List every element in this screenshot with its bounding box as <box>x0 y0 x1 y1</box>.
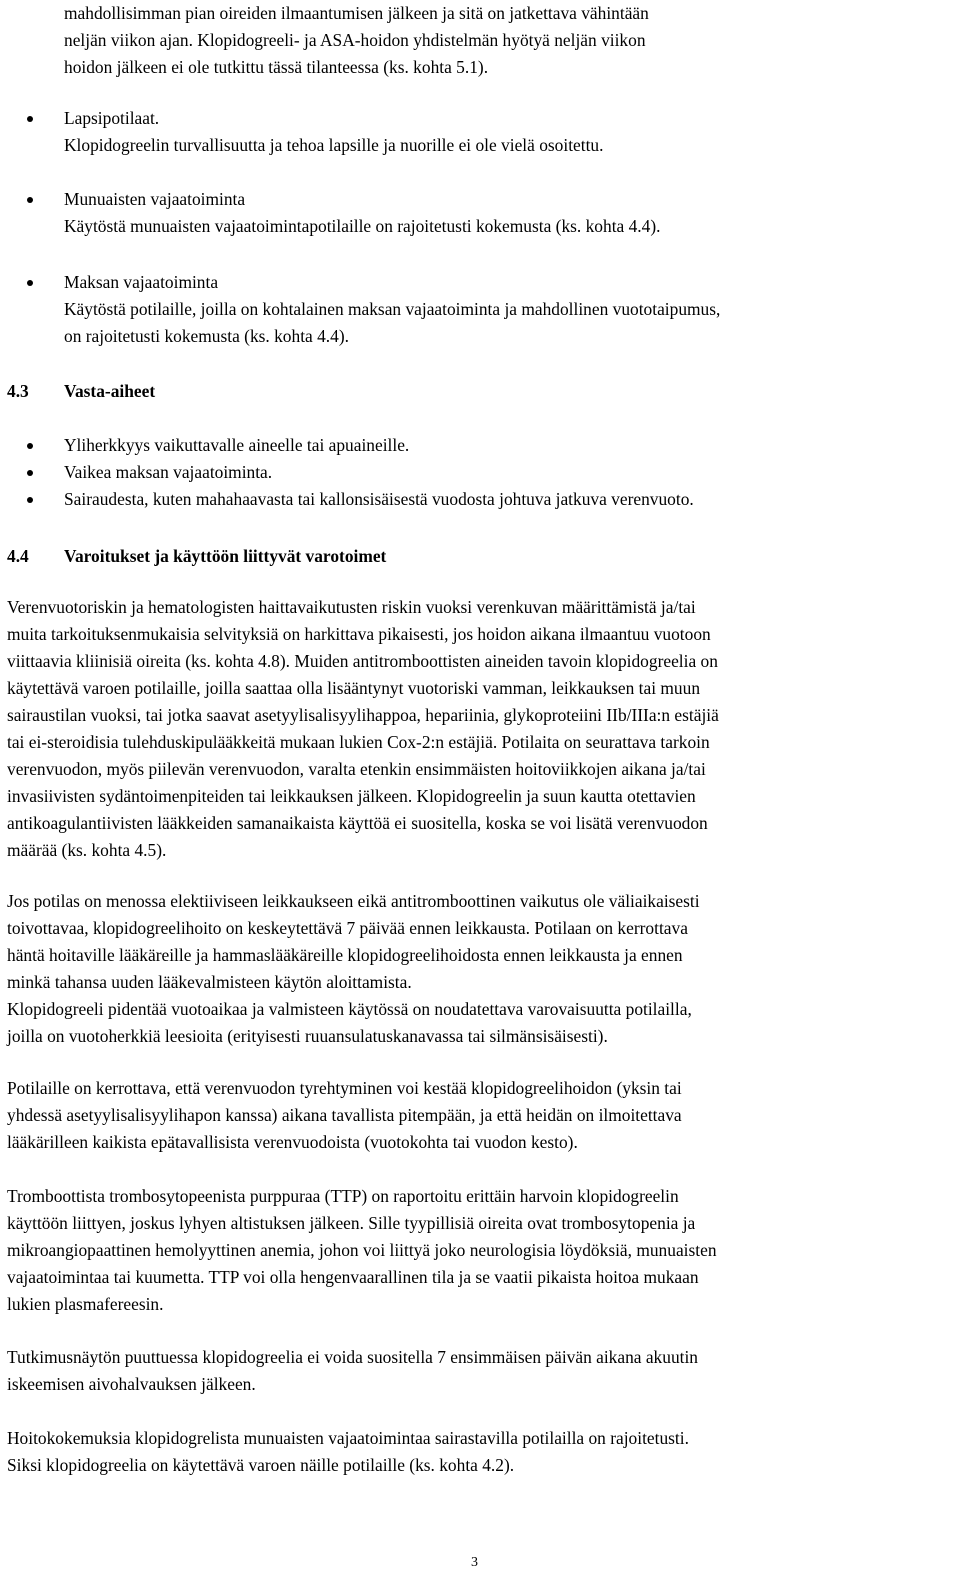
text-line: Klopidogreeli pidentää vuotoaikaa ja valmisteen käytössä on noudatettava varovaisuutta potilailla, <box>7 999 692 1019</box>
text-line: neljän viikon ajan. Klopidogreeli- ja ASA-hoidon yhdistelmän hyötyä neljän viikon <box>64 30 646 50</box>
text-line: Siksi klopidogreelia on käytettävä varoen näille potilaille (ks. kohta 4.2). <box>7 1455 515 1475</box>
text-line: iskeemisen aivohalvauksen jälkeen. <box>7 1374 256 1394</box>
text-line: verenvuodon, myös piilevän verenvuodon, varalta etenkin ensimmäisten hoitoviikkojen aikana ja/tai <box>7 759 706 779</box>
bullet-icon <box>27 443 33 449</box>
text-line: määrää (ks. kohta 4.5). <box>7 840 167 860</box>
text-line: viittaavia kliinisiä oireita (ks. kohta 4.8). Muiden antitromboottisten aineiden tavoin klopidogreelia on <box>7 651 718 671</box>
text-line: Jos potilas on menossa elektiiviseen leikkaukseen eikä antitromboottinen vaikutus ole väliaikaisesti <box>7 891 700 911</box>
section-title: Vasta-aiheet <box>64 381 156 401</box>
text-line: Potilaille on kerrottava, että verenvuodon tyrehtyminen voi kestää klopidogreelihoidon (yksin tai <box>7 1078 682 1098</box>
text-line: Vaikea maksan vajaatoiminta. <box>64 462 273 482</box>
text-line: toivottavaa, klopidogreelihoito on keskeytettävä 7 päivää ennen leikkausta. Potilaan on kerrottava <box>7 918 688 938</box>
text-line: hoidon jälkeen ei ole tutkittu tässä tilanteessa (ks. kohta 5.1). <box>64 57 489 77</box>
text-line: mahdollisimman pian oireiden ilmaantumisen jälkeen ja sitä on jatkettava vähintään <box>64 3 649 23</box>
text-line: Tutkimusnäytön puuttuessa klopidogreelia ei voida suositella 7 ensimmäisen päivän aikana akuutin <box>7 1347 698 1367</box>
bullet-icon <box>27 197 33 203</box>
text-line: antikoagulantiivisten lääkkeiden samanaikaista käyttöä ei suositella, koska se voi lisätä verenvuodon <box>7 813 708 833</box>
bullet-title: Maksan vajaatoiminta <box>64 272 219 292</box>
text-line: sairaustilan vuoksi, tai jotka saavat asetyylisalisyylihappoa, hepariinia, glykoproteiini IIb/IIIa:n estäjiä <box>7 705 719 725</box>
section-number: 4.4 <box>7 546 29 566</box>
bullet-icon <box>27 470 33 476</box>
text-line: Yliherkkyys vaikuttavalle aineelle tai apuaineille. <box>64 435 410 455</box>
text-line: muita tarkoituksenmukaisia selvityksiä on harkittava pikaisesti, jos hoidon aikana ilmaantuu vuotoon <box>7 624 711 644</box>
text-line: minkä tahansa uuden lääkevalmisteen käytön aloittamista. <box>7 972 412 992</box>
text-line: Sairaudesta, kuten mahahaavasta tai kallonsisäisestä vuodosta johtuva jatkuva verenvuoto. <box>64 489 694 509</box>
text-line: lukien plasmafereesin. <box>7 1294 164 1314</box>
section-number: 4.3 <box>7 381 29 401</box>
bullet-title: Munuaisten vajaatoiminta <box>64 189 246 209</box>
paragraph <box>7 888 953 1050</box>
text-line: Käytöstä potilaille, joilla on kohtalainen maksan vajaatoiminta ja mahdollinen vuototaipumus, <box>64 299 721 319</box>
text-line: häntä hoitaville lääkäreille ja hammaslääkäreille klopidogreelihoidosta ennen leikkausta ja ennen <box>7 945 683 965</box>
text-line: käyttöön liittyen, joskus lyhyen altistuksen jälkeen. Sille tyypillisiä oireita ovat trombosytopenia ja <box>7 1213 696 1233</box>
text-line: Verenvuotoriskin ja hematologisten haittavaikutusten riskin vuoksi verenkuvan määrittämistä ja/tai <box>7 597 696 617</box>
paragraph <box>7 1425 953 1479</box>
paragraph <box>7 1075 953 1156</box>
text-line: mikroangiopaattinen hemolyyttinen anemia, johon voi liittyä joko neurologisia löydöksiä, munuaisten <box>7 1240 717 1260</box>
text-line: on rajoitetusti kokemusta (ks. kohta 4.4). <box>64 326 349 346</box>
section-heading-4-3 <box>7 378 155 405</box>
text-line: tai ei-steroidisia tulehduskipulääkkeitä mukaan lukien Cox-2:n estäjiä. Potilaita on seurattava tarkoin <box>7 732 710 752</box>
paragraph <box>7 1183 953 1318</box>
bullet-icon <box>27 497 33 503</box>
text-line: invasiivisten sydäntoimenpiteiden tai leikkauksen jälkeen. Klopidogreelin ja suun kautta otettavien <box>7 786 696 806</box>
text-line: vajaatoimintaa tai kuumetta. TTP voi olla hengenvaarallinen tila ja se vaatii pikaista hoitoa mukaan <box>7 1267 699 1287</box>
paragraph <box>7 1344 953 1398</box>
bullet-title: Lapsipotilaat. <box>64 108 160 128</box>
section-title: Varoitukset ja käyttöön liittyvät varotoimet <box>64 546 387 566</box>
intro-paragraph <box>64 0 944 81</box>
paragraph <box>7 594 953 864</box>
text-line: Tromboottista trombosytopeenista purppuraa (TTP) on raportoitu erittäin harvoin klopidogreelin <box>7 1186 679 1206</box>
text-line: joilla on vuotoherkkiä leesioita (erityisesti ruuansulatuskanavassa tai silmänsisäisesti). <box>7 1026 608 1046</box>
text-line: lääkärilleen kaikista epätavallisista verenvuodoista (vuotokohta tai vuodon kesto). <box>7 1132 578 1152</box>
bullet-icon <box>27 116 33 122</box>
text-line: Hoitokokemuksia klopidogrelista munuaisten vajaatoimintaa sairastavilla potilailla on rajoitetusti. <box>7 1428 689 1448</box>
bullet-icon <box>27 280 33 286</box>
text-line: Käytöstä munuaisten vajaatoimintapotilaille on rajoitetusti kokemusta (ks. kohta 4.4). <box>64 216 661 236</box>
page-number: 3 <box>471 1555 478 1570</box>
text-line: yhdessä asetyylisalisyylihapon kanssa) aikana tavallista pitempään, ja että heidän on ilmoitettava <box>7 1105 682 1125</box>
section-heading-4-4 <box>7 543 386 570</box>
text-line: käytettävä varoen potilaille, joilla saattaa olla lisääntynyt vuotoriski vamman, leikkauksen tai muun <box>7 678 701 698</box>
text-line: Klopidogreelin turvallisuutta ja tehoa lapsille ja nuorille ei ole vielä osoitettu. <box>64 135 604 155</box>
